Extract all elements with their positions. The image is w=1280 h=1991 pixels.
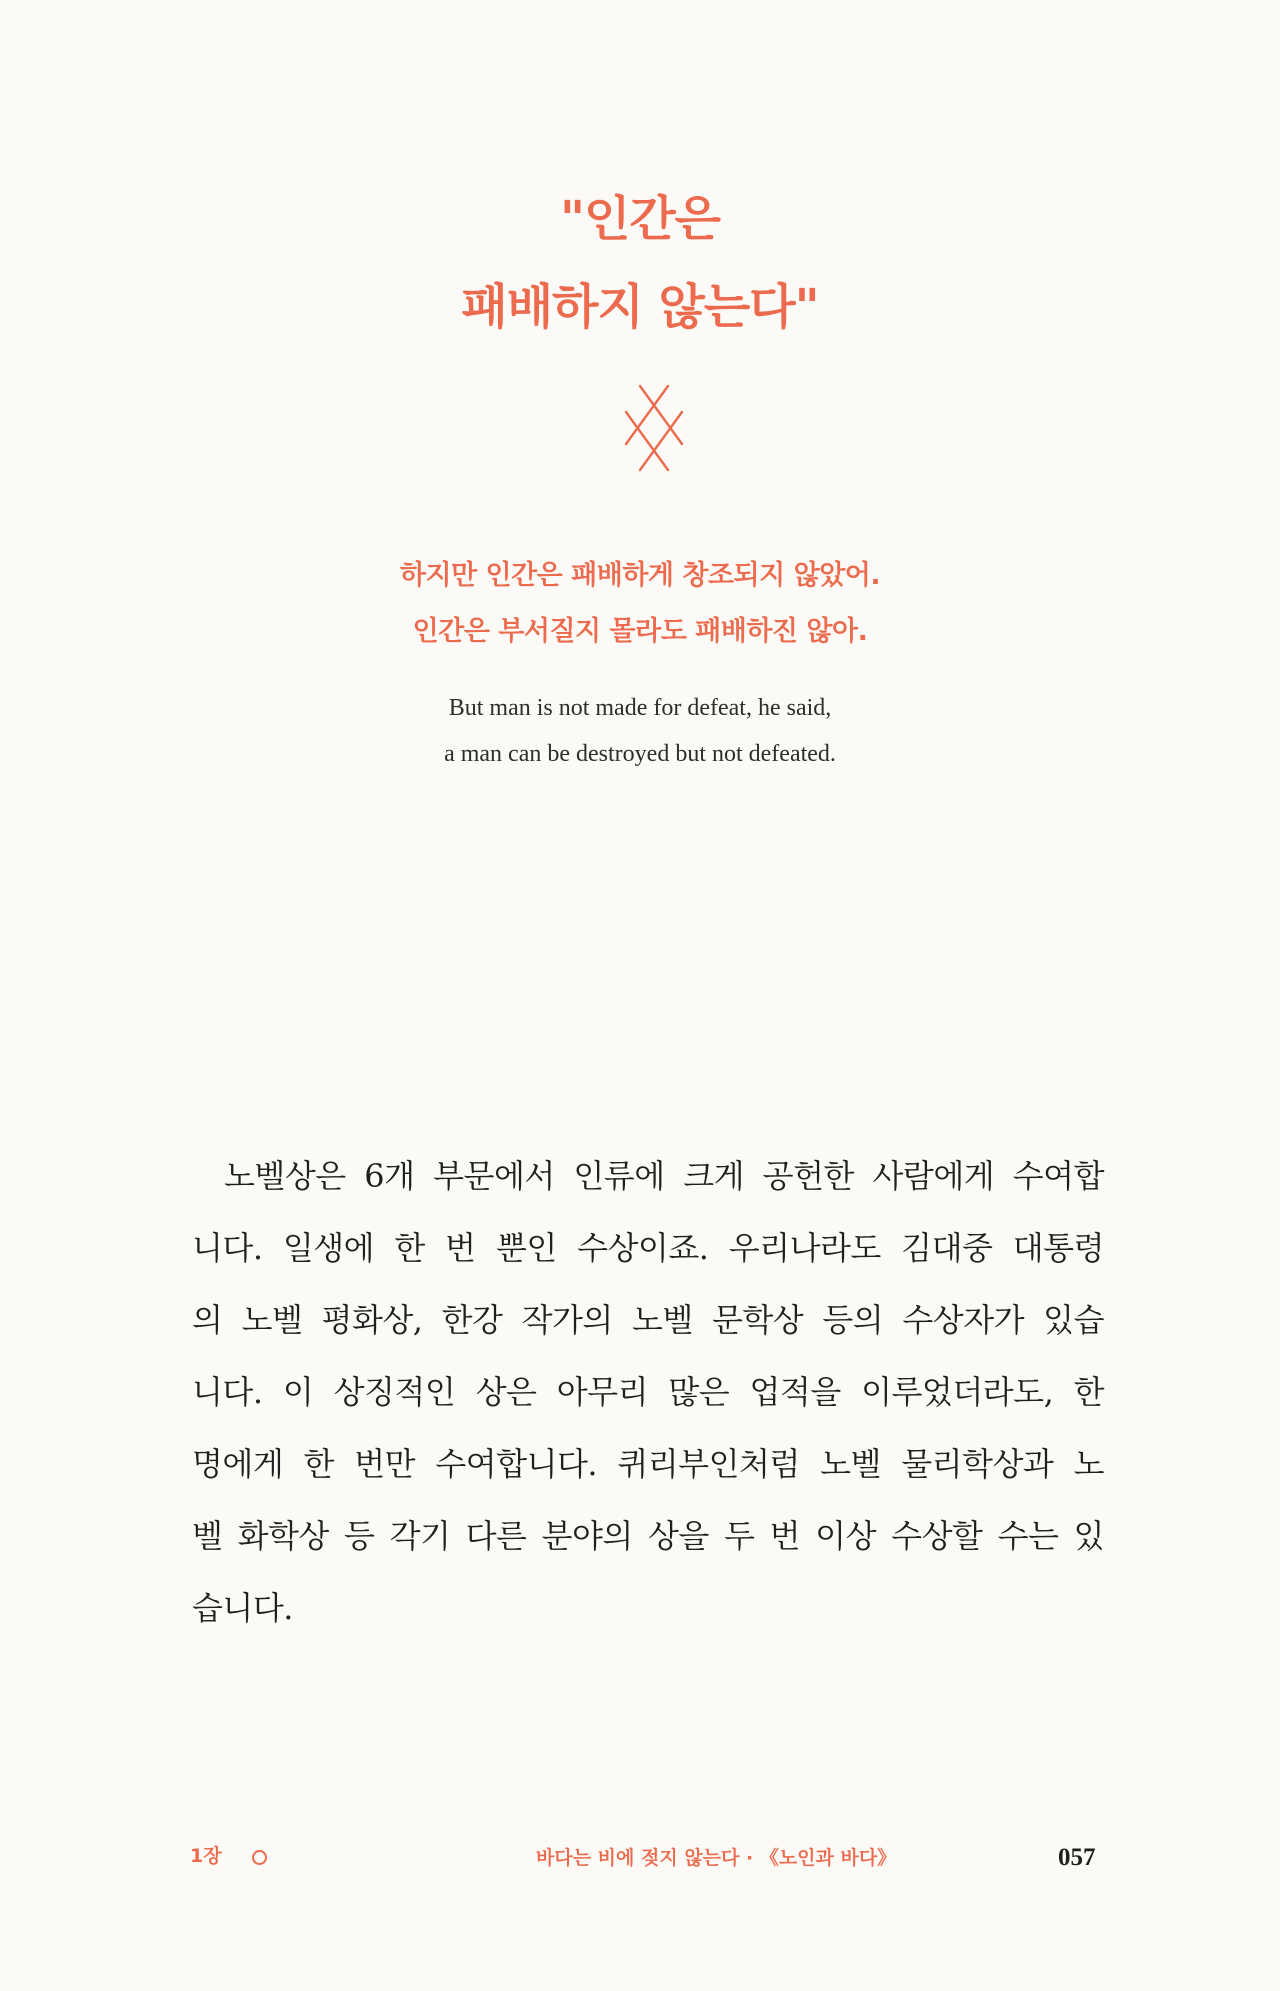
english-quote-line-1: But man is not made for defeat, he said, [448,695,832,721]
chapter-heading [0,175,1280,351]
english-quote-line-2: a man can be destroyed but not defeated. [444,741,836,767]
page-number: 057 [1058,1844,1096,1871]
korean-quote-line-1: 하지만 인간은 패배하게 창조되지 않았어. [399,560,881,591]
body-line: 벨 화학상 등 각기 다른 분야의 상을 두 번 이상 수상할 수는 있 [192,1517,1104,1555]
heading-line-1: "인간은 [559,191,721,247]
body-line: 습니다. [192,1589,293,1627]
body-paragraph [192,1140,1104,1644]
chapter-label: 1장 [190,1845,222,1867]
body-line: 니다. 이 상징적인 상은 아무리 많은 업적을 이루었더라도, 한 [192,1373,1104,1411]
page-footer [0,1838,1280,1878]
english-quote [0,685,1280,777]
korean-quote-line-2: 인간은 부서질지 몰라도 패배하진 않아. [412,616,868,647]
korean-quote [0,548,1280,660]
running-title: 바다는 비에 젖지 않는다 · 《노인과 바다》 [536,1847,897,1869]
body-line: 명에게 한 번만 수여합니다. 퀴리부인처럼 노벨 물리학상과 노 [192,1445,1104,1483]
body-line: 의 노벨 평화상, 한강 작가의 노벨 문학상 등의 수상자가 있습 [192,1301,1104,1339]
body-line: 노벨상은 6개 부문에서 인류에 크게 공헌한 사람에게 수여합 [224,1157,1104,1195]
diamond-cross-ornament-icon [620,384,688,472]
body-line: 니다. 일생에 한 번 뿐인 수상이죠. 우리나라도 김대중 대통령 [192,1229,1104,1267]
circle-icon [252,1850,267,1865]
heading-line-2: 패배하지 않는다" [461,279,819,335]
